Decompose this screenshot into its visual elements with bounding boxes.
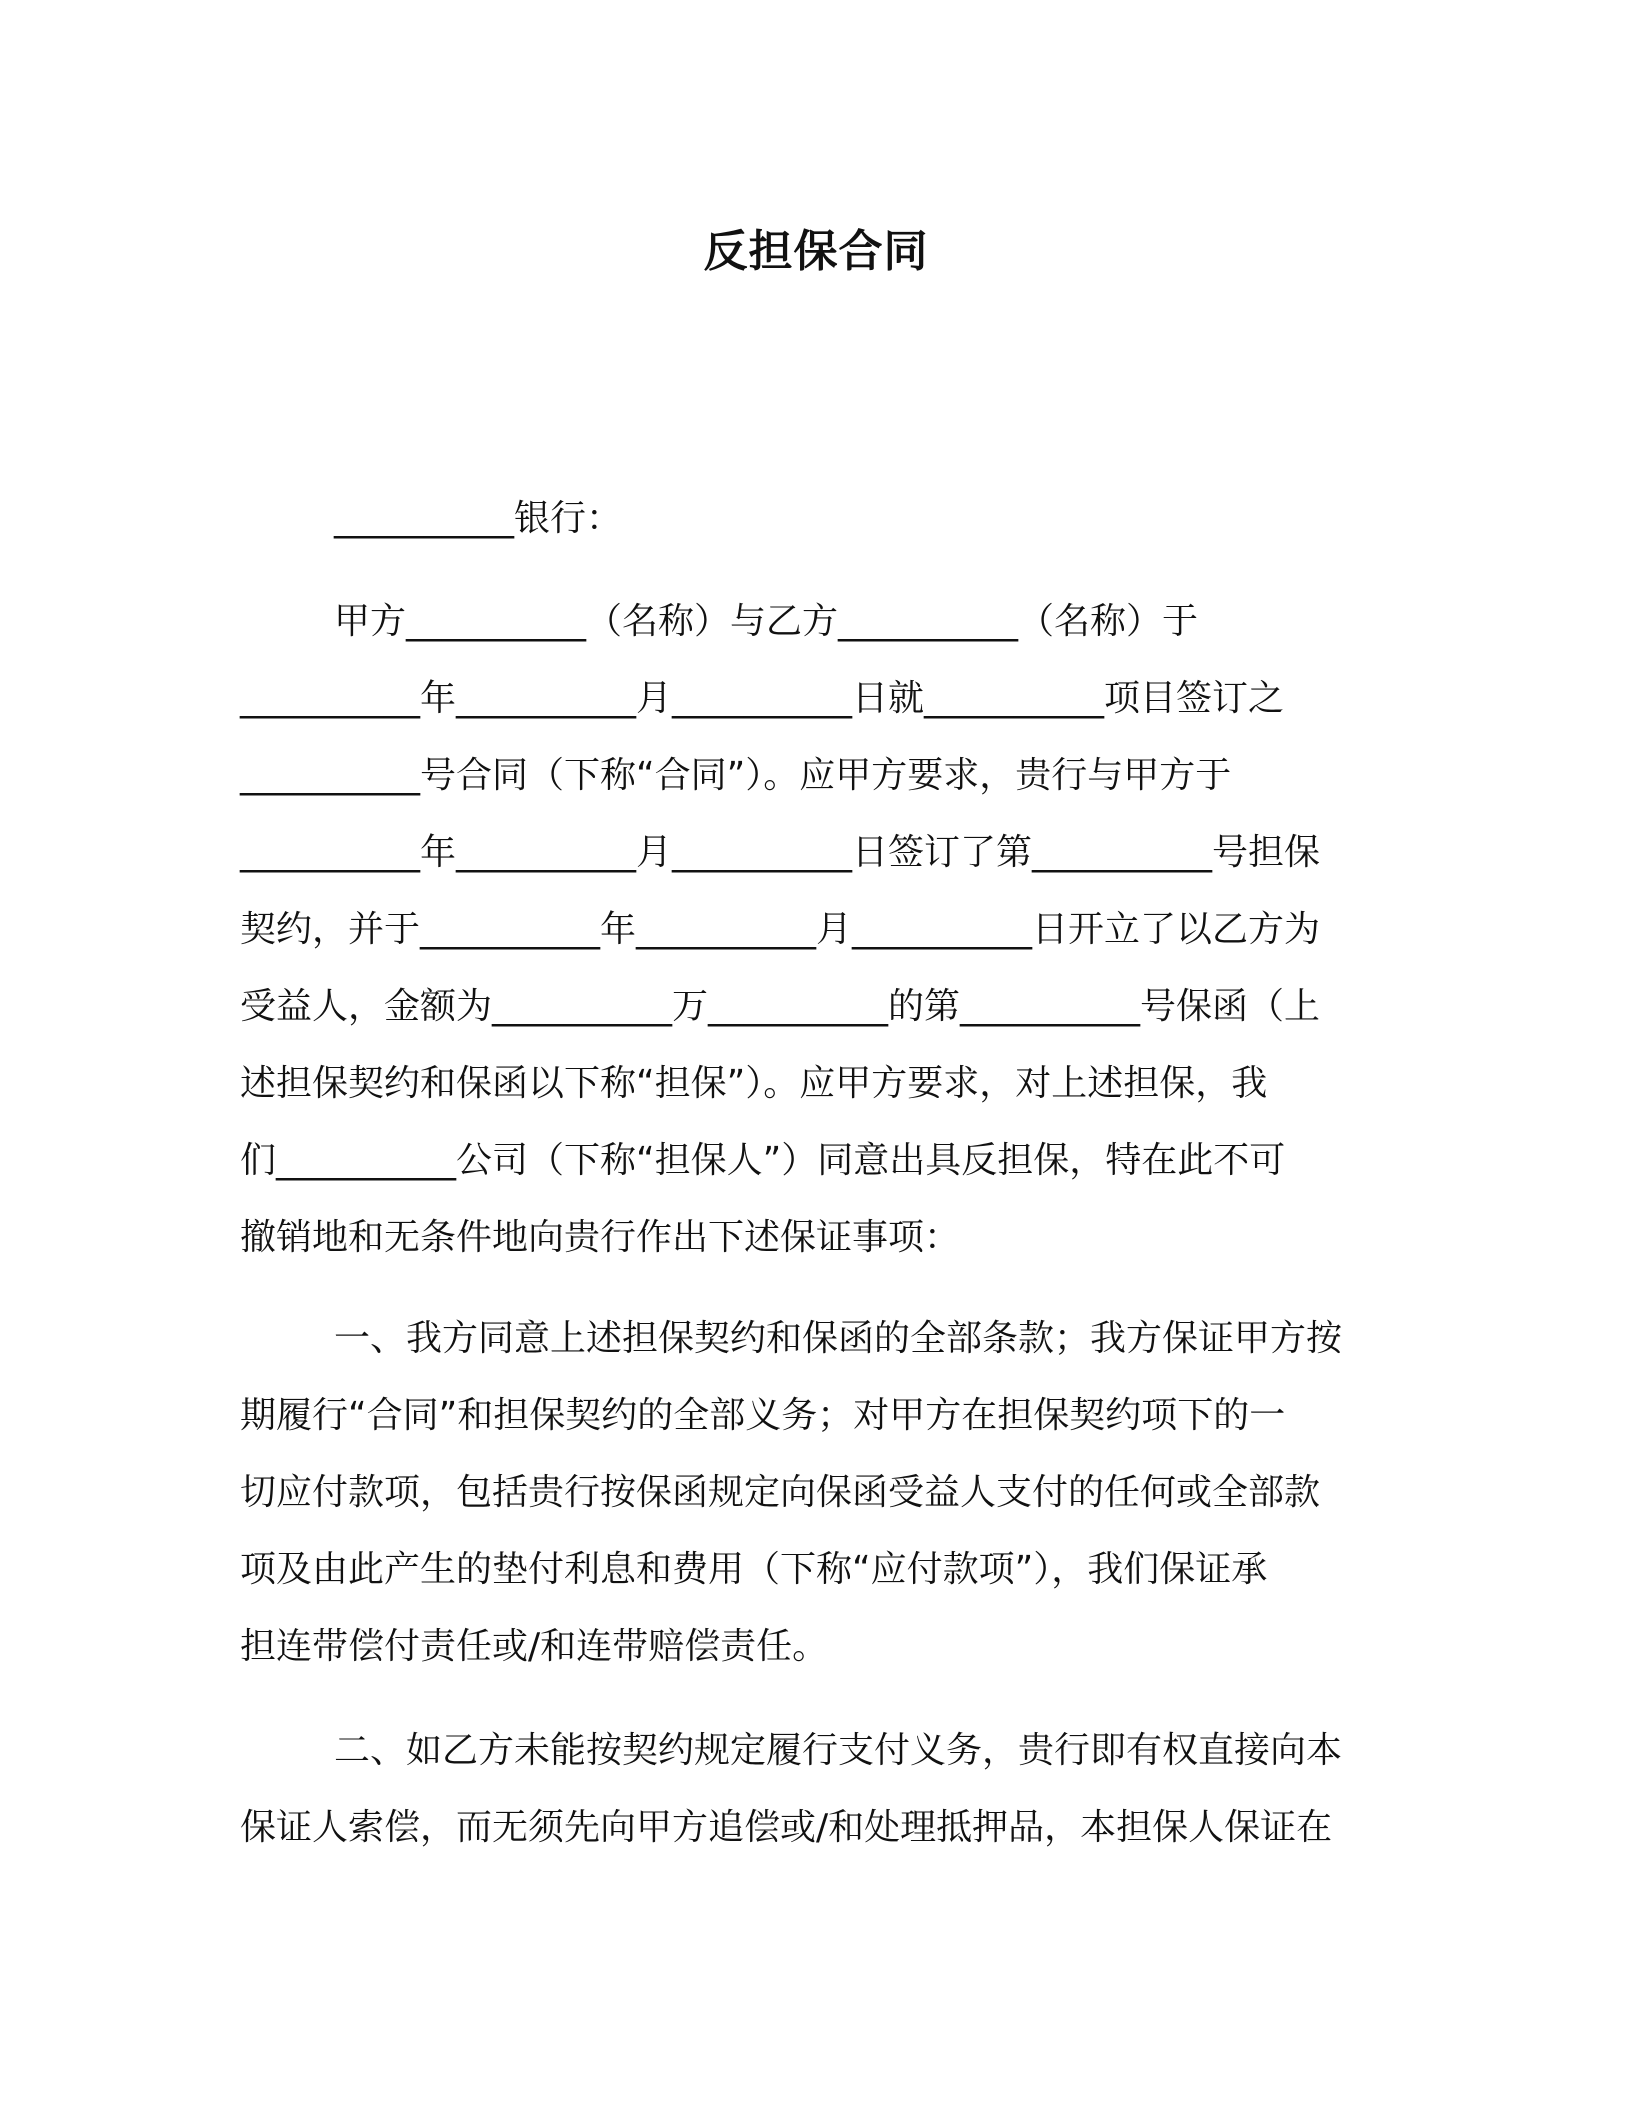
document-title: 反担保合同	[703, 226, 929, 277]
clause-one-line: 期履行“合同”和担保契约的全部义务；对甲方在担保契约项下的一	[240, 1395, 1286, 1436]
body-line: 述担保契约和保函以下称“担保”）。应甲方要求，对上述担保，我	[240, 1063, 1268, 1104]
clause-one-line: 担连带偿付责任或/和连带赔偿责任。	[240, 1626, 829, 1667]
body-line: 们__________公司（下称“担保人”）同意出具反担保，特在此不可	[240, 1140, 1286, 1181]
body-line: 契约，并于__________年__________月__________日开立了以乙方为	[240, 909, 1321, 950]
body-line: 受益人，金额为__________万__________的第__________号保函（上	[240, 986, 1321, 1027]
clause-two-line: 保证人索偿，而无须先向甲方追偿或/和处理抵押品，本担保人保证在	[240, 1807, 1333, 1848]
salutation-line: __________银行：	[334, 498, 623, 539]
clause-one-line: 切应付款项，包括贵行按保函规定向保函受益人支付的任何或全部款	[240, 1472, 1321, 1513]
clause-one-line: 一、我方同意上述担保契约和保函的全部条款；我方保证甲方按	[334, 1318, 1343, 1359]
clause-two-line: 二、如乙方未能按契约规定履行支付义务，贵行即有权直接向本	[334, 1730, 1343, 1771]
body-line: __________年__________月__________日就__________项目签订之	[240, 678, 1285, 719]
body-line: __________号合同（下称“合同”）。应甲方要求，贵行与甲方于	[240, 755, 1232, 796]
body-line: 甲方__________（名称）与乙方__________（名称）于	[334, 601, 1199, 642]
clause-one-line: 项及由此产生的垫付利息和费用（下称“应付款项”），我们保证承	[240, 1549, 1268, 1590]
body-line: 撤销地和无条件地向贵行作出下述保证事项：	[240, 1217, 961, 1258]
body-line: __________年__________月__________日签订了第__________号担保	[240, 832, 1321, 873]
